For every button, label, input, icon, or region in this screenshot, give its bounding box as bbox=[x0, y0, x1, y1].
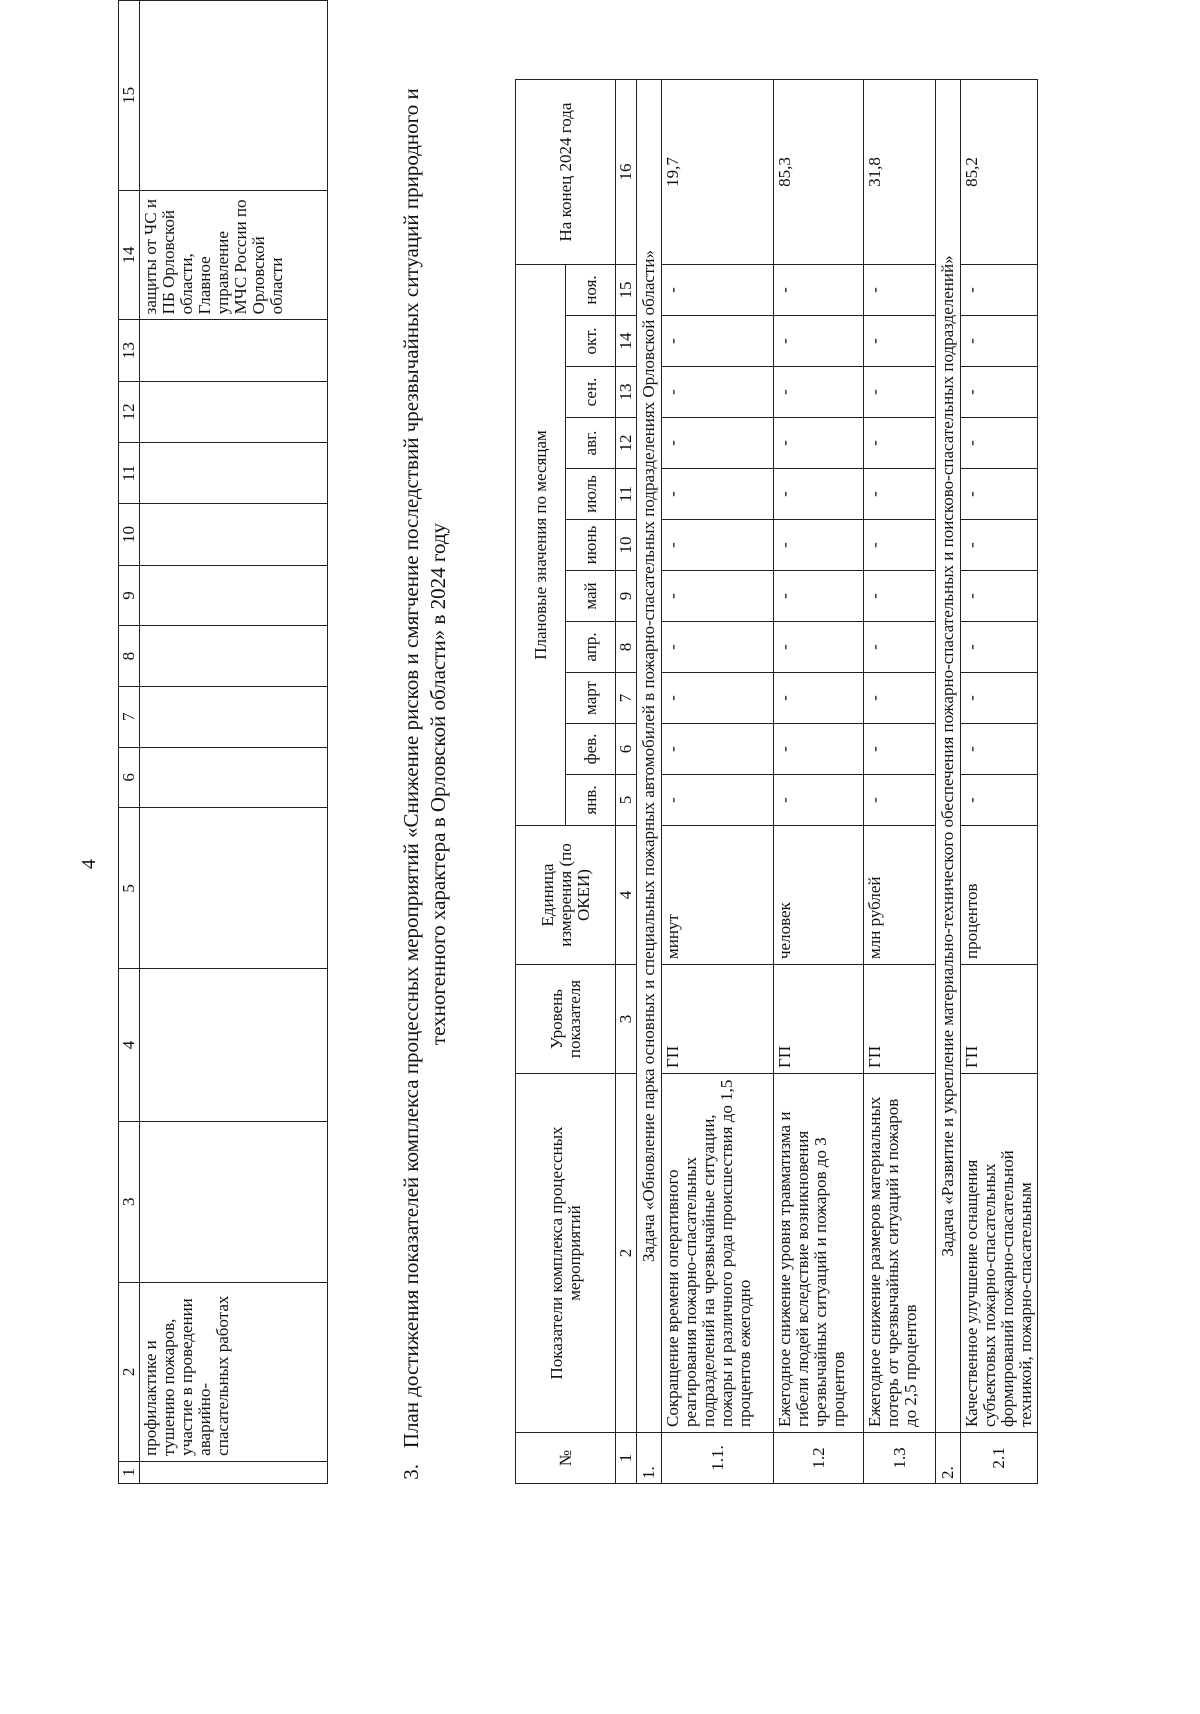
row-unit: процентов bbox=[961, 826, 1038, 965]
row-month-value: - bbox=[774, 265, 864, 316]
row-month-value: - bbox=[961, 673, 1038, 724]
col-number: 12 bbox=[616, 418, 637, 469]
plan-table bbox=[515, 79, 1038, 1484]
row-unit: млн рублей bbox=[864, 826, 936, 965]
row-month-value: - bbox=[774, 571, 864, 622]
header-monthly-group: Плановые значения по месяцам bbox=[516, 265, 566, 826]
col-number: 9 bbox=[616, 571, 637, 622]
header-month: окт. bbox=[566, 316, 616, 367]
row-number: 1.2 bbox=[774, 1433, 864, 1484]
col-number: 13 bbox=[616, 367, 637, 418]
row-month-value: - bbox=[774, 622, 864, 673]
responsible-text: защиты от ЧС и ПБ Орловской области, Главное управление МЧС России по Орловской области bbox=[140, 190, 328, 320]
row-month-value: - bbox=[864, 316, 936, 367]
task-text: Задача «Обновление парка основных и специальных пожарных автомобилей в пожарно-спасательных подразделениях Орловской области» bbox=[637, 80, 662, 1433]
continuation-table bbox=[118, 0, 328, 1484]
col-number: 10 bbox=[616, 520, 637, 571]
section-number: 3. bbox=[399, 1463, 423, 1480]
table-row bbox=[774, 80, 864, 1484]
row-month-value: - bbox=[961, 418, 1038, 469]
col-number: 1 bbox=[119, 1461, 140, 1483]
row-month-value: - bbox=[961, 367, 1038, 418]
row-month-value: - bbox=[864, 775, 936, 826]
row-unit: человек bbox=[774, 826, 864, 965]
col-number: 14 bbox=[616, 316, 637, 367]
header-level: Уровень показателя bbox=[516, 965, 616, 1074]
row-month-value: - bbox=[662, 622, 774, 673]
row-month-value: - bbox=[662, 316, 774, 367]
header-month: март bbox=[566, 673, 616, 724]
row-month-value: - bbox=[774, 775, 864, 826]
table-row bbox=[662, 80, 774, 1484]
table-row bbox=[140, 1, 328, 1484]
row-month-value: - bbox=[864, 724, 936, 775]
row-month-value: - bbox=[961, 571, 1038, 622]
header-month: фев. bbox=[566, 724, 616, 775]
page-number: 4 bbox=[78, 859, 100, 869]
row-indicator: Ежегодное снижение уровня травматизма и гибели людей вследствие возникновения чрезвычайных ситуаций и пожаров до 3 процентов bbox=[774, 1074, 864, 1433]
col-number: 15 bbox=[616, 265, 637, 316]
col-number: 4 bbox=[119, 969, 140, 1121]
col-number: 7 bbox=[616, 673, 637, 724]
row-month-value: - bbox=[961, 724, 1038, 775]
col-number: 2 bbox=[119, 1282, 140, 1461]
row-month-value: - bbox=[662, 571, 774, 622]
col-number: 12 bbox=[119, 381, 140, 442]
row-month-value: - bbox=[864, 673, 936, 724]
table-row bbox=[864, 80, 936, 1484]
row-month-value: - bbox=[864, 571, 936, 622]
col-number: 16 bbox=[616, 80, 637, 265]
header-month: ноя. bbox=[566, 265, 616, 316]
col-number: 6 bbox=[119, 747, 140, 808]
task-row bbox=[637, 80, 662, 1484]
row-month-value: - bbox=[662, 775, 774, 826]
row-month-value: - bbox=[864, 469, 936, 520]
col-number: 2 bbox=[616, 1074, 637, 1433]
col-number: 4 bbox=[616, 826, 637, 965]
row-level: ГП bbox=[662, 965, 774, 1074]
activity-text: профилактике и тушению пожаров, участие в проведении аварийно-спасательных работах bbox=[140, 1282, 328, 1461]
row-month-value: - bbox=[774, 520, 864, 571]
col-number: 10 bbox=[119, 504, 140, 565]
col-number: 13 bbox=[119, 320, 140, 381]
row-level: ГП bbox=[961, 965, 1038, 1074]
row-month-value: - bbox=[662, 724, 774, 775]
row-year-end-value: 31,8 bbox=[864, 80, 936, 265]
col-number: 1 bbox=[616, 1433, 637, 1484]
row-month-value: - bbox=[662, 418, 774, 469]
row-month-value: - bbox=[774, 724, 864, 775]
row-indicator: Сокращение времени оперативного реагирования пожарно-спасательных подразделений на чрезвычайные ситуации, пожары и различного рода происшествия до 1,5 процентов ежегодно bbox=[662, 1074, 774, 1433]
col-number: 3 bbox=[616, 965, 637, 1074]
row-month-value: - bbox=[961, 265, 1038, 316]
row-month-value: - bbox=[662, 265, 774, 316]
header-month: май bbox=[566, 571, 616, 622]
col-number: 14 bbox=[119, 190, 140, 320]
row-month-value: - bbox=[774, 367, 864, 418]
row-month-value: - bbox=[774, 418, 864, 469]
row-year-end-value: 85,2 bbox=[961, 80, 1038, 265]
row-month-value: - bbox=[864, 367, 936, 418]
header-row bbox=[516, 80, 566, 1484]
row-month-value: - bbox=[662, 469, 774, 520]
col-number: 9 bbox=[119, 565, 140, 626]
row-month-value: - bbox=[961, 622, 1038, 673]
col-number: 11 bbox=[616, 469, 637, 520]
row-month-value: - bbox=[774, 316, 864, 367]
row-year-end-value: 85,3 bbox=[774, 80, 864, 265]
col-number: 3 bbox=[119, 1121, 140, 1282]
row-month-value: - bbox=[961, 316, 1038, 367]
row-indicator: Качественное улучшение оснащения субъектовых пожарно-спасательных формирований пожарно-спасательной техникой, пожарно-спасательным bbox=[961, 1074, 1038, 1433]
row-month-value: - bbox=[961, 520, 1038, 571]
col-number: 5 bbox=[119, 808, 140, 969]
row-indicator: Ежегодное снижение размеров материальных потерь от чрезвычайных ситуаций и пожаров до 2,5 процентов bbox=[864, 1074, 936, 1433]
col-number: 7 bbox=[119, 686, 140, 747]
task-number: 2. bbox=[936, 1433, 961, 1484]
row-month-value: - bbox=[864, 418, 936, 469]
column-number-row bbox=[119, 1, 140, 1484]
row-level: ГП bbox=[774, 965, 864, 1074]
row-month-value: - bbox=[864, 265, 936, 316]
row-month-value: - bbox=[662, 673, 774, 724]
col-number: 11 bbox=[119, 443, 140, 504]
row-month-value: - bbox=[662, 520, 774, 571]
task-text: Задача «Развитие и укрепление материально-технического обеспечения пожарно-спасательных и поисково-спасательных подразделений» bbox=[936, 80, 961, 1433]
row-month-value: - bbox=[864, 622, 936, 673]
row-month-value: - bbox=[774, 673, 864, 724]
row-month-value: - bbox=[864, 520, 936, 571]
row-month-value: - bbox=[662, 367, 774, 418]
row-number: 1.1. bbox=[662, 1433, 774, 1484]
section-title: План достижения показателей комплекса процессных мероприятий «Снижение рисков и смягчение последствий чрезвычайных ситуаций природного и техногенного характера в Орловской области» в 2024 году bbox=[399, 88, 450, 1449]
row-year-end-value: 19,7 bbox=[662, 80, 774, 265]
col-number: 6 bbox=[616, 724, 637, 775]
task-number: 1. bbox=[637, 1433, 662, 1484]
header-month: апр. bbox=[566, 622, 616, 673]
header-month: июль bbox=[566, 469, 616, 520]
header-indicator: Показатели комплекса процессных мероприятий bbox=[516, 1074, 616, 1433]
header-unit: Единица измерения (по ОКЕИ) bbox=[516, 826, 616, 965]
header-month: авг. bbox=[566, 418, 616, 469]
section-heading bbox=[398, 84, 452, 1484]
row-month-value: - bbox=[961, 775, 1038, 826]
header-year-end: На конец 2024 года bbox=[516, 80, 616, 265]
row-number: 1.3 bbox=[864, 1433, 936, 1484]
task-row bbox=[936, 80, 961, 1484]
column-number-row bbox=[616, 80, 637, 1484]
row-unit: минут bbox=[662, 826, 774, 965]
col-number: 8 bbox=[119, 626, 140, 687]
col-number: 15 bbox=[119, 1, 140, 191]
row-month-value: - bbox=[961, 469, 1038, 520]
table-row bbox=[961, 80, 1038, 1484]
header-month: сен. bbox=[566, 367, 616, 418]
row-number: 2.1 bbox=[961, 1433, 1038, 1484]
header-month: янв. bbox=[566, 775, 616, 826]
header-no: № bbox=[516, 1433, 616, 1484]
row-month-value: - bbox=[774, 469, 864, 520]
row-level: ГП bbox=[864, 965, 936, 1074]
header-month: июнь bbox=[566, 520, 616, 571]
col-number: 5 bbox=[616, 775, 637, 826]
col-number: 8 bbox=[616, 622, 637, 673]
